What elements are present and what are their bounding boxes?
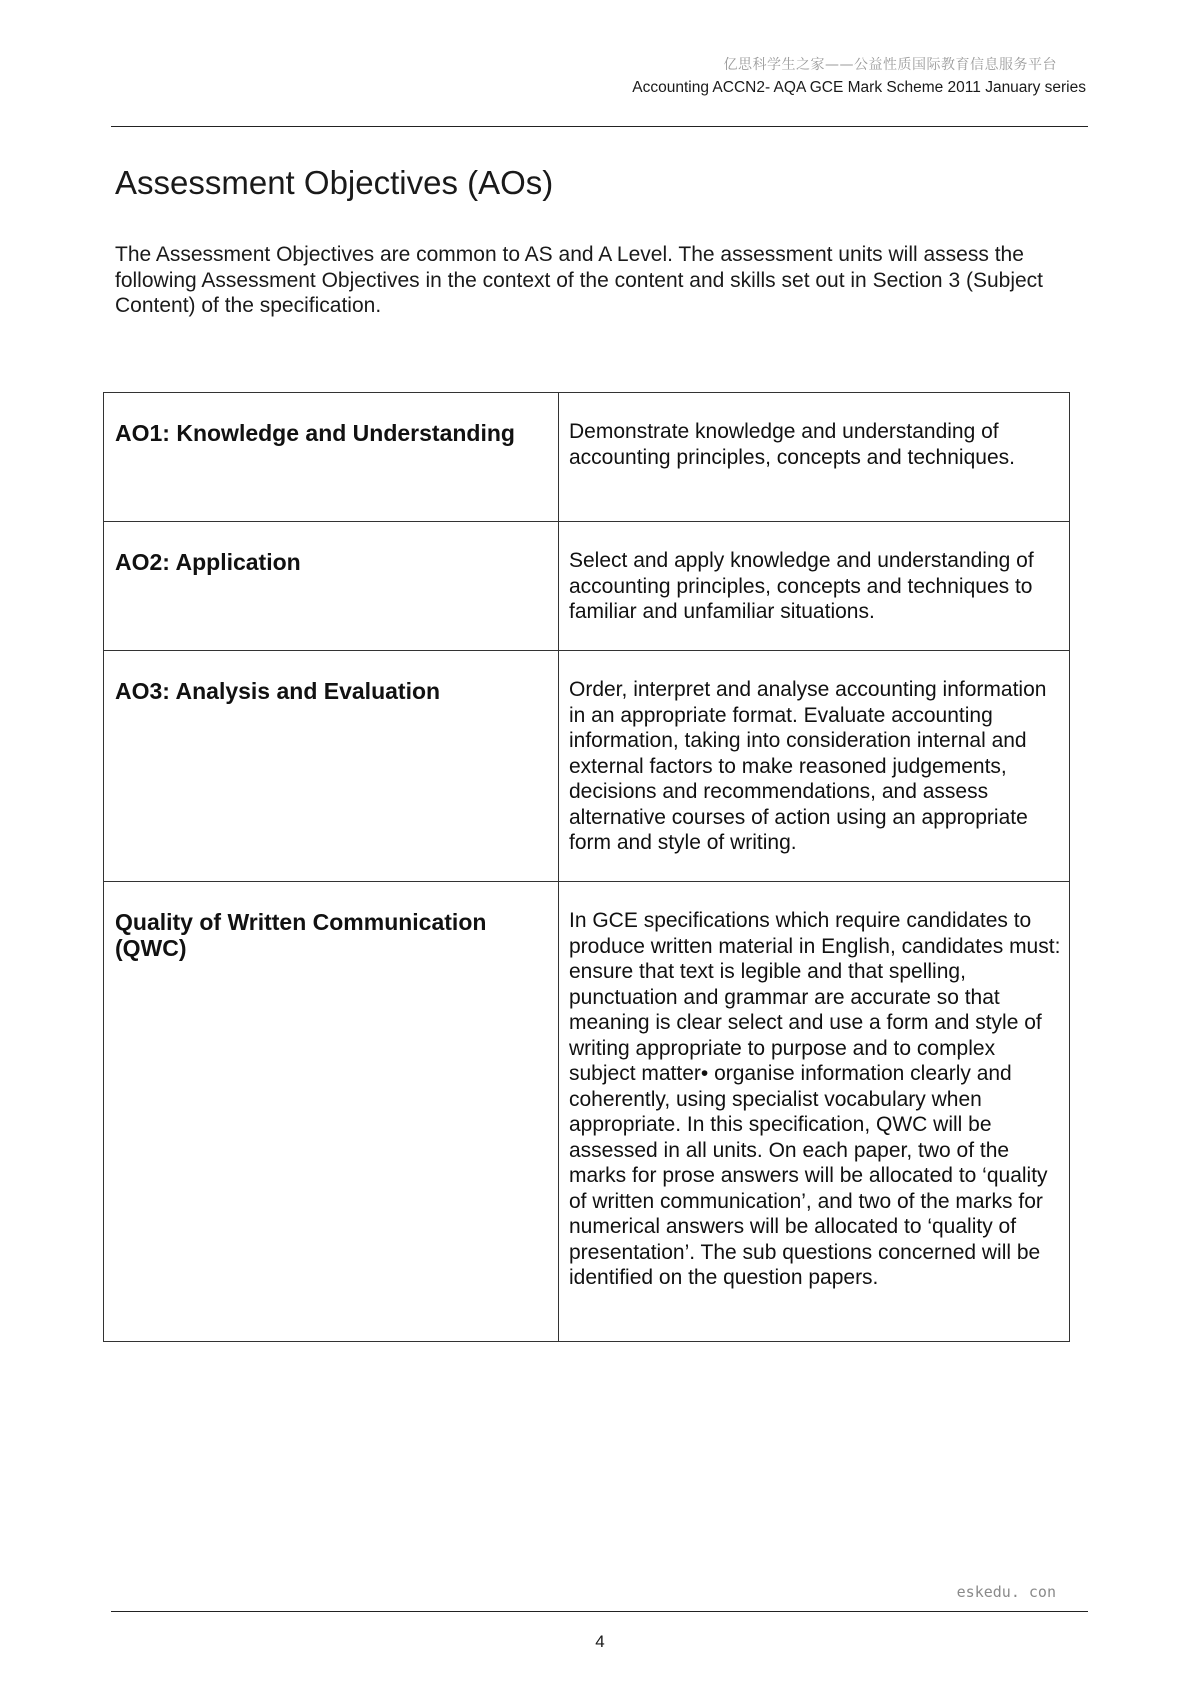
objective-description: Select and apply knowledge and understanding of accounting principles, concepts and techniques to familiar and unfamiliar situations. bbox=[569, 549, 1034, 623]
objective-description-cell bbox=[559, 651, 1070, 882]
page-number: 4 bbox=[595, 1632, 605, 1651]
objective-label-cell bbox=[104, 393, 559, 522]
objective-description: In GCE specifications which require candidates to produce written material in English, candidates must: ensure that text is legible and that spelling, punctuation and grammar are accurate so that meaning is clear select and use a form and style of writing appropriate to purpose and to complex subject matter• organise information clearly and coherently, using specialist vocabulary when appropriate. In this specification, QWC will be assessed in all units. On each paper, two of the marks for prose answers will be allocated to ‘quality of written communication’, and two of the marks for numerical answers will be allocated to ‘quality of presentation’. The sub questions concerned will be identified on the question papers. bbox=[569, 909, 1061, 1289]
objective-label-cell bbox=[104, 522, 559, 651]
objective-label: Quality of Written Communication (QWC) bbox=[115, 909, 487, 961]
objective-label: AO3: Analysis and Evaluation bbox=[115, 678, 441, 704]
table-row bbox=[104, 393, 1070, 522]
page-title: Assessment Objectives (AOs) bbox=[115, 164, 554, 201]
objective-description: Demonstrate knowledge and understanding of accounting principles, concepts and techniques. bbox=[569, 420, 1015, 469]
footer-divider bbox=[111, 1611, 1088, 1612]
objective-label: AO2: Application bbox=[115, 549, 301, 575]
objective-description: Order, interpret and analyse accounting information in an appropriate format. Evaluate accounting information, taking into consideration internal and external factors to make reasoned judgements, decisions and recommendations, and assess alternative courses of action using an appropriate form and style of writing. bbox=[569, 678, 1047, 854]
header-watermark: 亿思科学生之家——公益性质国际教育信息服务平台 bbox=[723, 57, 1057, 73]
running-header: Accounting ACCN2- AQA GCE Mark Scheme 2011 January series bbox=[632, 79, 1086, 96]
objective-label-cell bbox=[104, 882, 559, 1342]
objective-label-cell bbox=[104, 651, 559, 882]
objective-description-cell bbox=[559, 522, 1070, 651]
table-row bbox=[104, 522, 1070, 651]
header-divider bbox=[111, 126, 1088, 127]
footer-watermark: eskedu. con bbox=[956, 1583, 1056, 1601]
objective-label: AO1: Knowledge and Understanding bbox=[115, 420, 515, 446]
table-row bbox=[104, 882, 1070, 1342]
objective-description-cell bbox=[559, 393, 1070, 522]
intro-paragraph: The Assessment Objectives are common to AS and A Level. The assessment units will assess the following Assessment Objectives in the context of the content and skills set out in Section 3 (Subject Content) of the specification. bbox=[115, 243, 1043, 317]
objectives-table bbox=[103, 392, 1070, 1342]
objective-description-cell bbox=[559, 882, 1070, 1342]
table-row bbox=[104, 651, 1070, 882]
